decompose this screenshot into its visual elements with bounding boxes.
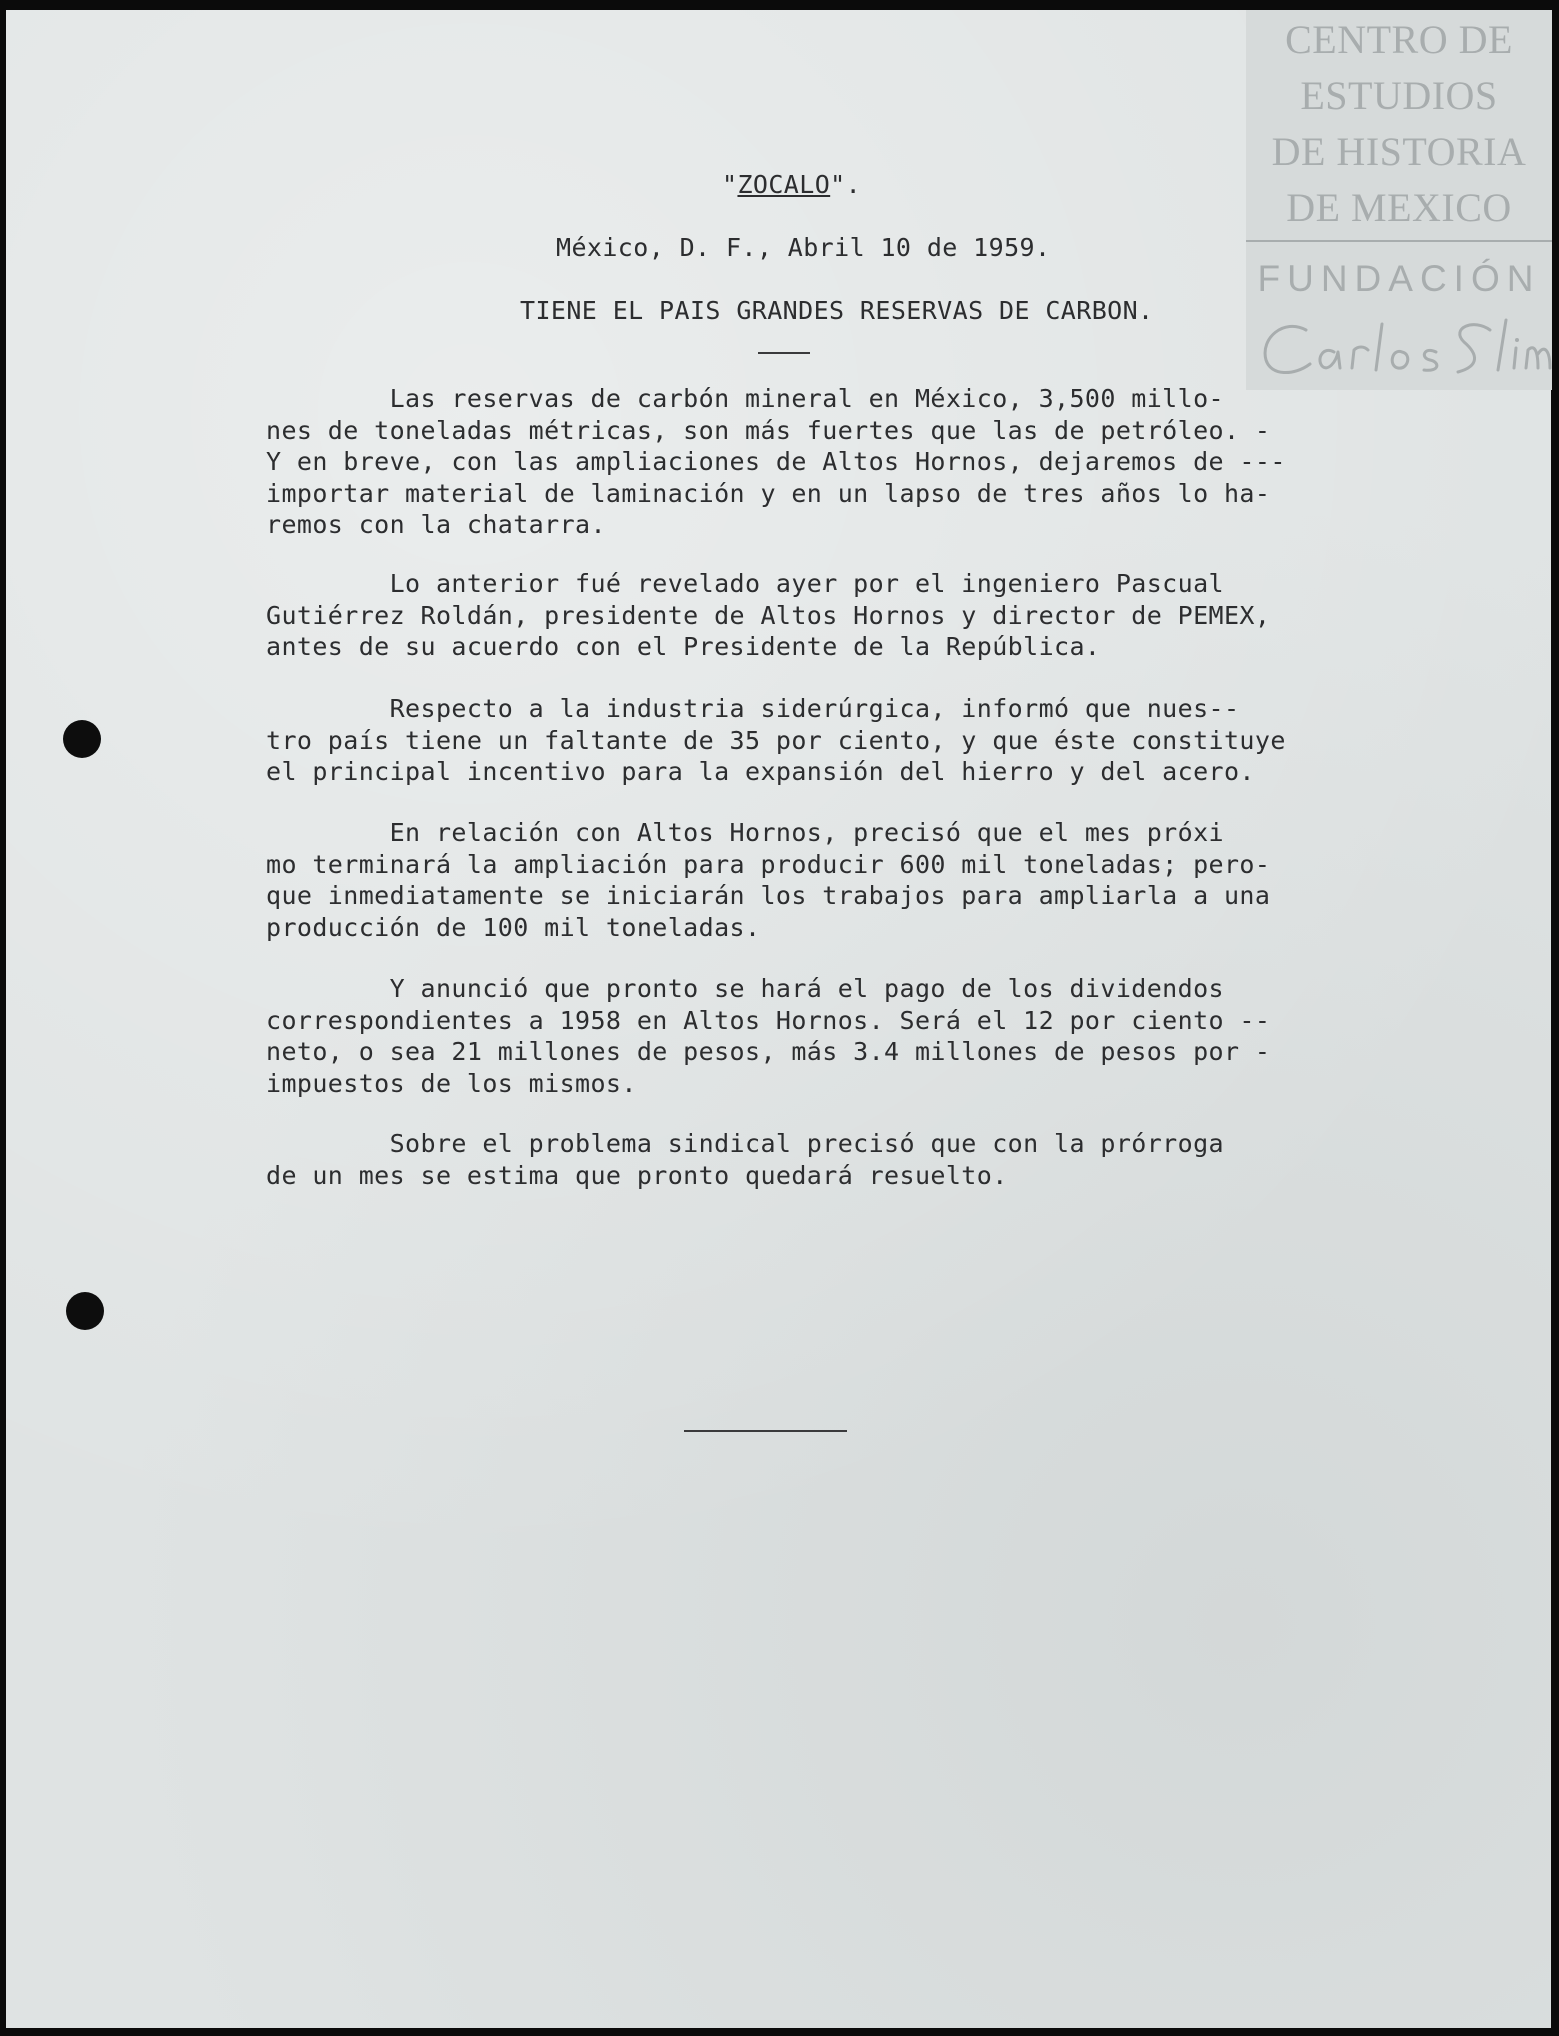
masthead: "ZOCALO". [722,170,862,199]
archive-watermark [1246,10,1552,390]
paragraph-3: Respecto a la industria siderúrgica, informó que nues-- tro país tiene un faltante de 35 por ciento, y que éste constituye el principal incentivo para la expansión del hierro y del acero. [266,694,1286,786]
paragraph-2: Lo anterior fué revelado ayer por el ingeniero Pascual Gutiérrez Roldán, presidente de Altos Hornos y director de PEMEX, antes de su acuerdo con el Presidente de la República. [266,569,1271,661]
paragraph-5: Y anunció que pronto se hará el pago de los dividendos correspondientes a 1958 en Altos Hornos. Será el 12 por ciento -- neto, o sea 21 millones de pesos, más 3.4 millones de pesos por - impuestos de los mismos. [266,974,1271,1098]
masthead-title: ZOCALO [737,170,831,199]
dateline: México, D. F., Abril 10 de 1959. [556,233,1051,262]
punch-hole [63,720,101,758]
watermark-line: ESTUDIOS [1300,73,1498,118]
punch-hole [66,1292,104,1330]
paragraph-4: En relación con Altos Hornos, precisó que el mes próxi mo terminará la ampliación para producir 600 mil toneladas; pero- que inmediatamente se iniciarán los trabajos para ampliarla a una producción de 100 mil toneladas. [266,818,1271,942]
headline: TIENE EL PAIS GRANDES RESERVAS DE CARBON. [520,296,1154,325]
watermark-rule [1246,240,1552,242]
end-rule [684,1430,847,1432]
watermark-line: CENTRO DE [1285,17,1513,62]
headline-dash [758,352,810,354]
paragraph-1: Las reservas de carbón mineral en México, 3,500 millo- nes de toneladas métricas, son más fuertes que las de petróleo. - Y en breve, con las ampliaciones de Altos Hornos, dejaremos de --- importar material de laminación y en un lapso de tres años lo ha- remos con la chatarra. [266,384,1286,539]
paragraph-6: Sobre el problema sindical precisó que con la prórroga de un mes se estima que pronto quedará resuelto. [266,1129,1224,1190]
signature-logo [1254,310,1554,390]
watermark-line: DE HISTORIA [1271,129,1527,174]
watermark-line: DE MEXICO [1286,185,1512,230]
watermark-foundation: FUNDACIÓN [1257,258,1541,299]
